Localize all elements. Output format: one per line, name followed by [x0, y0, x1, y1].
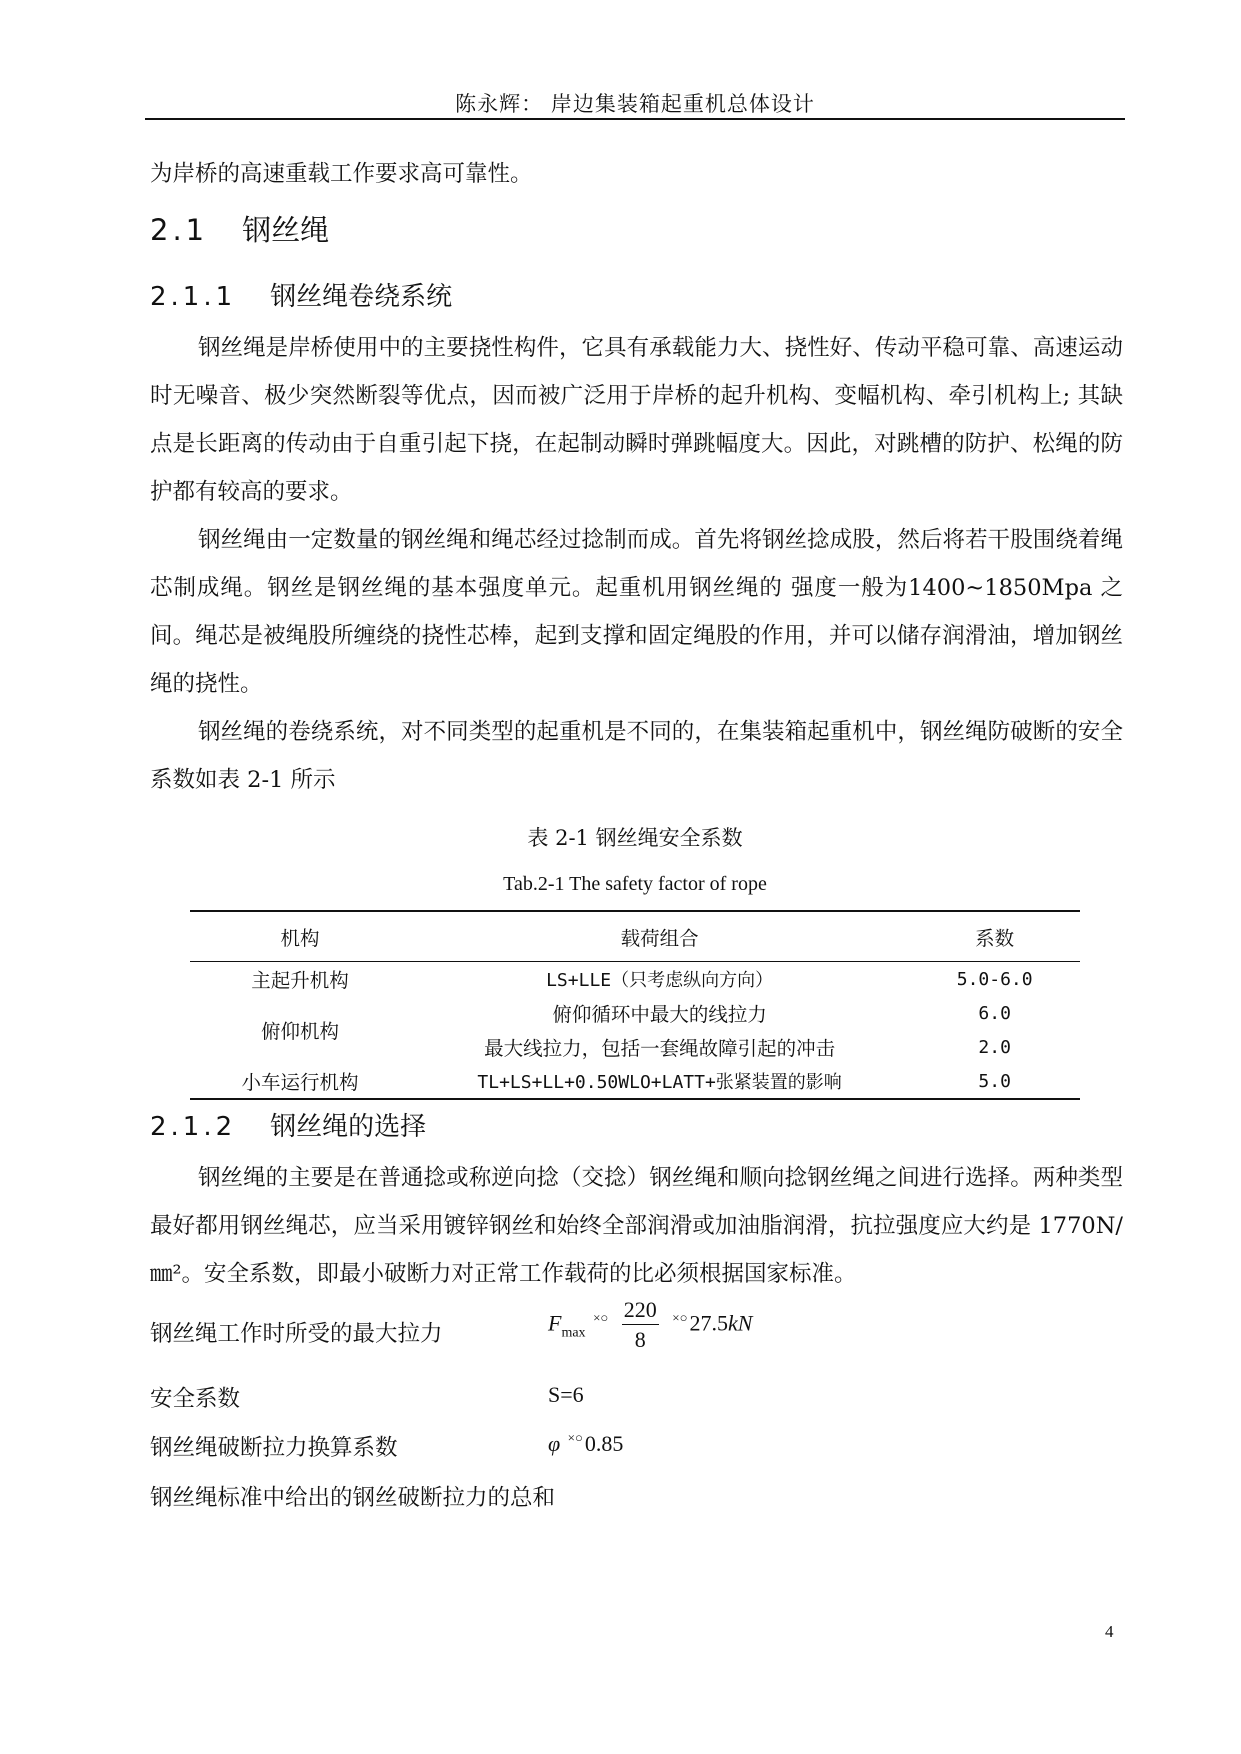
intro-paragraph — [150, 150, 1123, 198]
cell-load: LS+LLE（只考虑纵向方向） — [546, 970, 774, 991]
section-title: 钢丝绳 — [242, 213, 330, 247]
table-caption-en: Tab.2-1 The safety factor of rope — [503, 873, 767, 895]
cell-load: 最大线拉力，包括一套绳故障引起的冲击 — [484, 1037, 836, 1060]
intro-line: 为岸桥的高速重载工作要求高可靠性。 — [150, 161, 533, 187]
table-caption-cn: 表 2-1 钢丝绳安全系数 — [527, 826, 743, 850]
table-row — [190, 962, 1080, 997]
page-header: 陈永辉： 岸边集装箱起重机总体设计 — [455, 92, 815, 116]
table-row — [190, 996, 1080, 1030]
header-factor: 系数 — [909, 911, 1080, 962]
max-tension-formula — [548, 1296, 752, 1355]
paragraph-1: 钢丝绳是岸桥使用中的主要挠性构件，它具有承载能力大、挠性好、传动平稳可靠、高速运动时无噪音、极少突然断裂等优点，因而被广泛用于岸桥的起升机构、变幅机构、牵引机构上; 其缺点是长距离的传动由于自重引起下挠，在起制动瞬时弹跳幅度大。因此，对跳槽的防护、松绳的防护都有较高的要求。 — [150, 335, 1123, 505]
body-section-1 — [150, 324, 1123, 804]
sum-label: 钢丝绳标准中给出的钢丝破断拉力的总和 — [150, 1485, 556, 1511]
header-rule — [145, 118, 1125, 120]
phi-value: 0.85 — [584, 1431, 624, 1456]
equals-glyph: ×○ — [567, 1430, 583, 1445]
max-tension-result: 27.5 — [689, 1310, 728, 1336]
paragraph-4: 钢丝绳的主要是在普通捻或称逆向捻（交捻）钢丝绳和顺向捻钢丝绳之间进行选择。两种类型最好都用钢丝绳芯，应当采用镀锌钢丝和始终全部润滑或加油脂润滑，抗拉强度应大约是 1770N/㎜²。安全系数，即最小破断力对正常工作载荷的比必须根据国家标准。 — [150, 1165, 1123, 1287]
header-load: 载荷组合 — [410, 911, 909, 962]
subsection-number-1: 2.1.1 — [150, 282, 237, 312]
max-tension-unit: kN — [727, 1310, 753, 1336]
header-mechanism: 机构 — [190, 911, 410, 962]
section-number: 2.1 — [150, 213, 209, 247]
conversion-formula — [548, 1430, 623, 1457]
table-header-row — [190, 911, 1080, 962]
force-subscript: max — [561, 1325, 586, 1341]
fraction-numerator: 220 — [622, 1296, 659, 1325]
subsection-heading-1 — [150, 276, 452, 313]
max-tension-label: 钢丝绳工作时所受的最大拉力 — [150, 1321, 443, 1347]
cell-factor: 5.0 — [978, 1070, 1011, 1092]
cell-load: 俯仰循环中最大的线拉力 — [552, 1003, 767, 1026]
equals-glyph: ×○ — [593, 1309, 609, 1325]
paragraph-2: 钢丝绳由一定数量的钢丝绳和绳芯经过捻制而成。首先将钢丝捻成股，然后将若干股围绕着绳芯制成绳。钢丝是钢丝绳的基本强度单元。起重机用钢丝绳的 强度一般为1400~1850Mpa 之间。绳芯是被绳股所缠绕的挠性芯棒，起到支撑和固定绳股的作用，并可以储存润滑油，增加钢丝绳的挠性。 — [150, 527, 1123, 697]
fraction-denominator: 8 — [634, 1327, 646, 1352]
fraction — [622, 1296, 659, 1355]
table-row — [190, 1064, 1080, 1099]
cell-factor: 6.0 — [978, 1002, 1011, 1024]
cell-factor: 2.0 — [978, 1036, 1011, 1058]
safety-value: S=6 — [548, 1382, 584, 1407]
conversion-label: 钢丝绳破断拉力换算系数 — [150, 1435, 398, 1461]
phi-symbol: φ — [548, 1431, 561, 1456]
cell-factor: 5.0-6.0 — [956, 968, 1033, 990]
equals-glyph: ×○ — [672, 1309, 688, 1325]
subsection-title-1: 钢丝绳卷绕系统 — [270, 282, 453, 312]
page-number: 4 — [1105, 1622, 1114, 1641]
cell-mechanism: 小车运行机构 — [241, 1071, 359, 1094]
subsection-title-2: 钢丝绳的选择 — [270, 1112, 427, 1142]
subsection-heading-2 — [150, 1106, 426, 1143]
section-heading — [150, 208, 329, 249]
safety-factor-table — [190, 910, 1080, 1100]
subsection-number-2: 2.1.2 — [150, 1112, 237, 1142]
body-section-2 — [150, 1154, 1123, 1298]
paragraph-3: 钢丝绳的卷绕系统，对不同类型的起重机是不同的，在集装箱起重机中，钢丝绳防破断的安全系数如表 2-1 所示 — [150, 719, 1123, 793]
cell-load: TL+LS+LL+0.50WLO+LATT+张紧装置的影响 — [477, 1072, 842, 1093]
force-symbol: F — [548, 1310, 562, 1336]
cell-mechanism: 主起升机构 — [251, 969, 349, 992]
cell-mechanism: 俯仰机构 — [260, 1020, 339, 1043]
safety-label: 安全系数 — [150, 1386, 241, 1412]
